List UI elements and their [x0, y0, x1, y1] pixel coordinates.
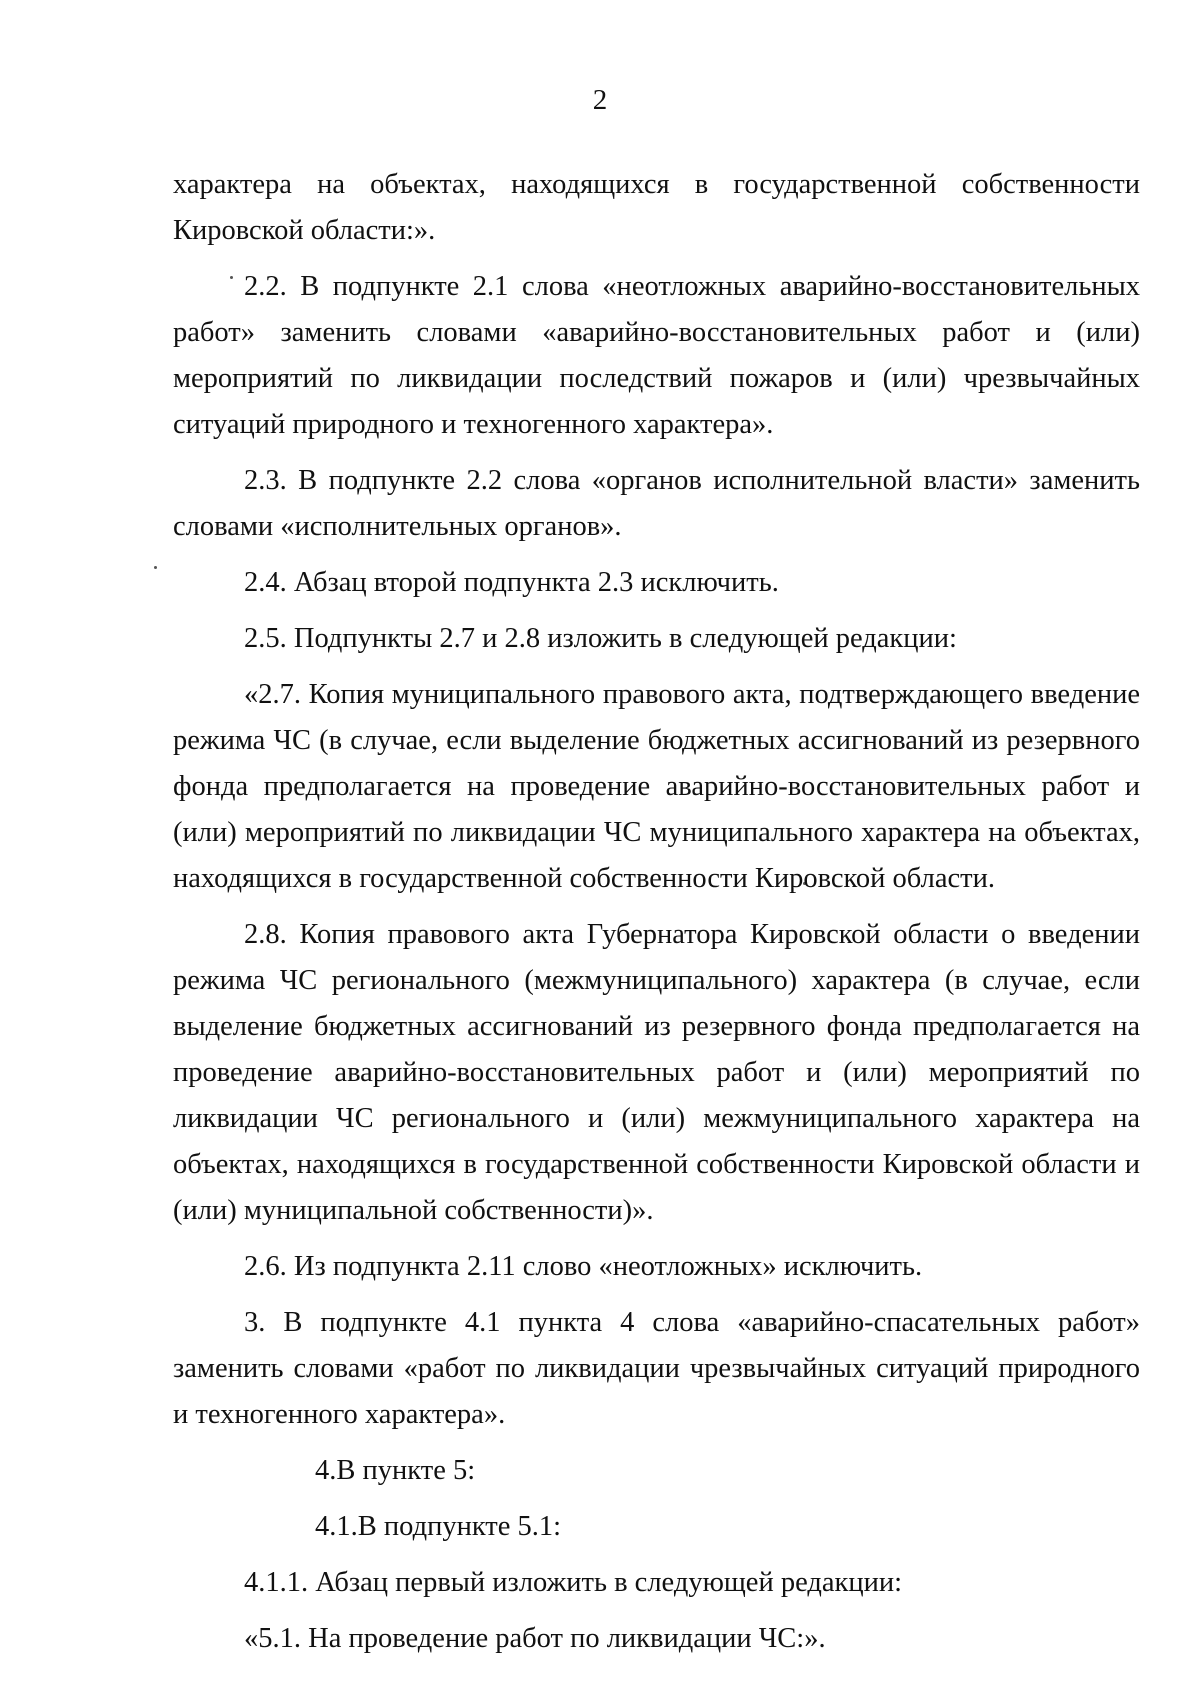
paragraph-4 [173, 1448, 1140, 1494]
item-text: В подпункте 5.1: [357, 1511, 562, 1542]
paragraph-continuation: характера на объектах, находящихся в государственной собственности Кировской области:». [173, 169, 1140, 246]
paragraph-2-5: 2.5. Подпункты 2.7 и 2.8 изложить в следующей редакции: [244, 623, 957, 654]
paragraph-4-1-1: 4.1.1. Абзац первый изложить в следующей редакции: [244, 1567, 903, 1598]
paragraph-4-1 [173, 1504, 1140, 1550]
scan-speck [154, 566, 157, 569]
paragraph-5-1-quote: «5.1. На проведение работ по ликвидации ЧС:». [244, 1623, 826, 1654]
paragraph-2-4: 2.4. Абзац второй подпункта 2.3 исключить. [244, 567, 779, 598]
paragraph-2-2: 2.2. В подпункте 2.1 слова «неотложных аварийно-восстановительных работ» заменить словами «аварийно-восстановительных работ и (или) мероприятий по ликвидации последствий пожаров и (или) чрезвычайных ситуаций природного и техногенного характера». [173, 271, 1140, 440]
paragraph-3: 3. В подпункте 4.1 пункта 4 слова «аварийно-спасательных работ» заменить словами «работ по ликвидации чрезвычайных ситуаций природного и техногенного характера». [173, 1307, 1140, 1430]
item-text: В пункте 5: [336, 1455, 476, 1486]
item-number: 4. [315, 1455, 337, 1486]
item-number: 4.1. [315, 1511, 358, 1542]
page-number: 2 [592, 84, 608, 116]
document-body [173, 162, 1140, 1672]
paragraph-2-7-quote: «2.7. Копия муниципального правового акта, подтверждающего введение режима ЧС (в случае, если выделение бюджетных ассигнований из резервного фонда предполагается на проведение аварийно-восстановительных работ и (или) мероприятий по ликвидации ЧС муниципального характера на объектах, находящихся в государственной собственности Кировской области. [173, 679, 1140, 894]
paragraph-2-3: 2.3. В подпункте 2.2 слова «органов исполнительной власти» заменить словами «исполнительных органов». [173, 465, 1140, 542]
paragraph-2-8-quote: 2.8. Копия правового акта Губернатора Кировской области о введении режима ЧС регионального (межмуниципального) характера (в случае, если выделение бюджетных ассигнований из резервного фонда предполагается на проведение аварийно-восстановительных работ и (или) мероприятий по ликвидации ЧС регионального и (или) межмуниципального характера на объектах, находящихся в государственной собственности Кировской области и (или) муниципальной собственности)». [173, 919, 1140, 1226]
paragraph-2-6: 2.6. Из подпункта 2.11 слово «неотложных» исключить. [244, 1251, 923, 1282]
